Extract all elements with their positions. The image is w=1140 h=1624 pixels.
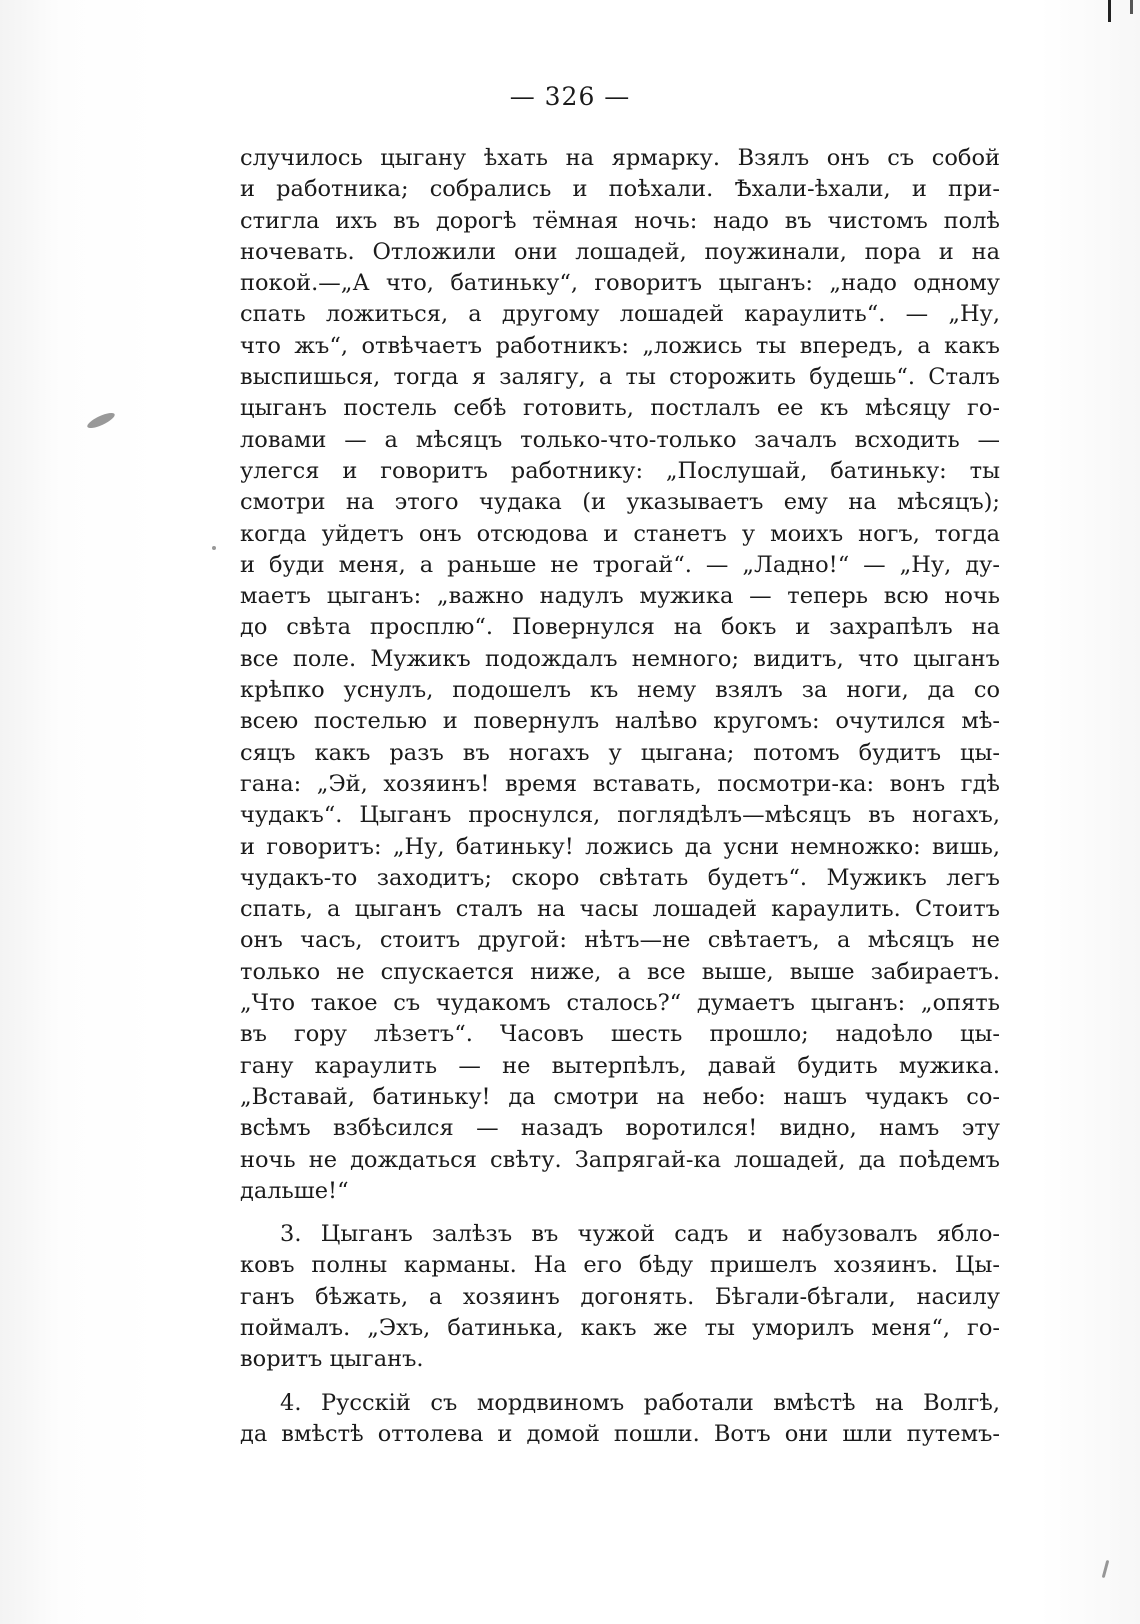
text-line: гана: „Эй, хозяинъ! время вставать, посмотри-ка: вонъ гдѣ: [240, 770, 1000, 797]
text-line: ковъ полны карманы. На его бѣду пришелъ хозяинъ. Цы-: [240, 1252, 1000, 1279]
text-line: всею постелью и повернулъ налѣво кругомъ: очутился мѣ-: [240, 708, 1000, 735]
text-line: всѣмъ взбѣсился — назадъ воротился! видно, намъ эту: [240, 1115, 1000, 1142]
text-line: онъ часъ, стоитъ другой: нѣтъ—не свѣтаетъ, а мѣсяцъ не: [240, 927, 1000, 954]
text-line: случилось цыгану ѣхать на ярмарку. Взялъ онъ съ собой: [240, 145, 1000, 171]
left-margin-smudge: [86, 410, 117, 431]
text-line: ганъ бѣжать, а хозяинъ догонять. Бѣгали-бѣгали, насилу: [240, 1283, 1000, 1310]
bottom-right-mark: [1102, 1560, 1110, 1578]
text-line: и говоритъ: „Ну, батиньку! ложись да усни немножко: вишь,: [240, 833, 1000, 860]
text-line: выспишься, тогда я залягу, а ты сторожить будешь“. Сталъ: [240, 364, 1000, 391]
text-line: до свѣта просплю“. Повернулся на бокъ и захрапѣлъ на: [240, 614, 1000, 641]
text-line: сяцъ какъ разъ въ ногахъ у цыгана; потомъ будитъ цы-: [240, 739, 1000, 766]
text-line: дальше!“: [240, 1177, 349, 1204]
text-line: ночь не дождаться свѣту. Запрягай-ка лошадей, да поѣдемъ: [240, 1146, 1000, 1173]
paragraph: [240, 143, 1000, 1207]
text-line: чудакъ“. Цыганъ проснулся, поглядѣлъ—мѣсяцъ въ ногахъ,: [240, 802, 1000, 829]
text-line: 3. Цыганъ залѣзъ въ чужой садъ и набузовалъ ябло-: [280, 1221, 1000, 1248]
text-line: покой.—„А что, батиньку“, говоритъ цыганъ: „надо одному: [240, 270, 1000, 297]
text-line: гану караулить — не вытерпѣлъ, давай будить мужика.: [240, 1052, 1000, 1079]
text-line: что жъ“, отвѣчаетъ работникъ: „ложись ты впередъ, а какъ: [240, 332, 1000, 359]
body-text: [240, 143, 1000, 1450]
text-line: поймалъ. „Эхъ, батинька, какъ же ты уморилъ меня“, го-: [240, 1314, 1000, 1341]
text-line: когда уйдетъ онъ отсюдова и станетъ у моихъ ногъ, тогда: [240, 520, 1000, 547]
text-line: только не спускается ниже, а все выше, выше забираетъ.: [240, 958, 1000, 985]
text-line: ночевать. Отложили они лошадей, поужинали, пора и на: [240, 238, 1000, 265]
paragraph-gap: [240, 1207, 1000, 1219]
text-line: чудакъ-то заходитъ; скоро свѣтать будетъ“. Мужикъ легъ: [240, 864, 1000, 891]
top-right-edge-mark: [1108, 0, 1111, 22]
text-line: спать ложиться, а другому лошадей караулить“. — „Ну,: [240, 301, 1000, 328]
text-line: ловами — а мѣсяцъ только-что-только зачалъ всходить —: [240, 426, 1000, 453]
text-line: улегся и говоритъ работнику: „Послушай, батиньку: ты: [240, 457, 1000, 484]
paragraph-gap: [240, 1376, 1000, 1388]
text-line: цыганъ постель себѣ готовить, постлалъ ее къ мѣсяцу го-: [240, 395, 1000, 422]
text-line: „Вставай, батиньку! да смотри на небо: нашъ чудакъ со-: [240, 1083, 1000, 1110]
text-line: въ гору лѣзетъ“. Часовъ шесть прошло; надоѣло цы-: [240, 1021, 1000, 1048]
text-line: воритъ цыганъ.: [240, 1346, 424, 1373]
top-right-edge-mark-2: [1130, 0, 1133, 14]
paragraph: [240, 1388, 1000, 1451]
text-line: да вмѣстѣ оттолева и домой пошли. Вотъ они шли путемъ-: [240, 1420, 1000, 1447]
text-line: стигла ихъ въ дорогѣ тёмная ночь: надо въ чистомъ полѣ: [240, 207, 1000, 234]
text-line: все поле. Мужикъ подождалъ немного; видитъ, что цыганъ: [240, 645, 1000, 672]
left-margin-dot: [212, 546, 216, 550]
text-line: „Что такое съ чудакомъ сталось?“ думаетъ цыганъ: „опять: [240, 990, 1000, 1017]
text-line: смотри на этого чудака (и указываетъ ему на мѣсяцъ);: [240, 489, 1000, 516]
text-line: крѣпко уснулъ, подошелъ къ нему взялъ за ноги, да со: [240, 677, 1000, 704]
text-line: маетъ цыганъ: „важно надулъ мужика — теперь всю ночь: [240, 583, 1000, 610]
text-line: и буди меня, а раньше не трогай“. — „Ладно!“ — „Ну, ду-: [240, 551, 1000, 578]
paragraph: [240, 1219, 1000, 1375]
text-line: 4. Русскій съ мордвиномъ работали вмѣстѣ на Волгѣ,: [280, 1389, 1000, 1416]
text-line: и работника; собрались и поѣхали. Ѣхали-ѣхали, и при-: [240, 176, 1000, 203]
text-line: спать, а цыганъ сталъ на часы лошадей караулить. Стоитъ: [240, 896, 1000, 923]
page-number: — 326 —: [509, 82, 631, 111]
